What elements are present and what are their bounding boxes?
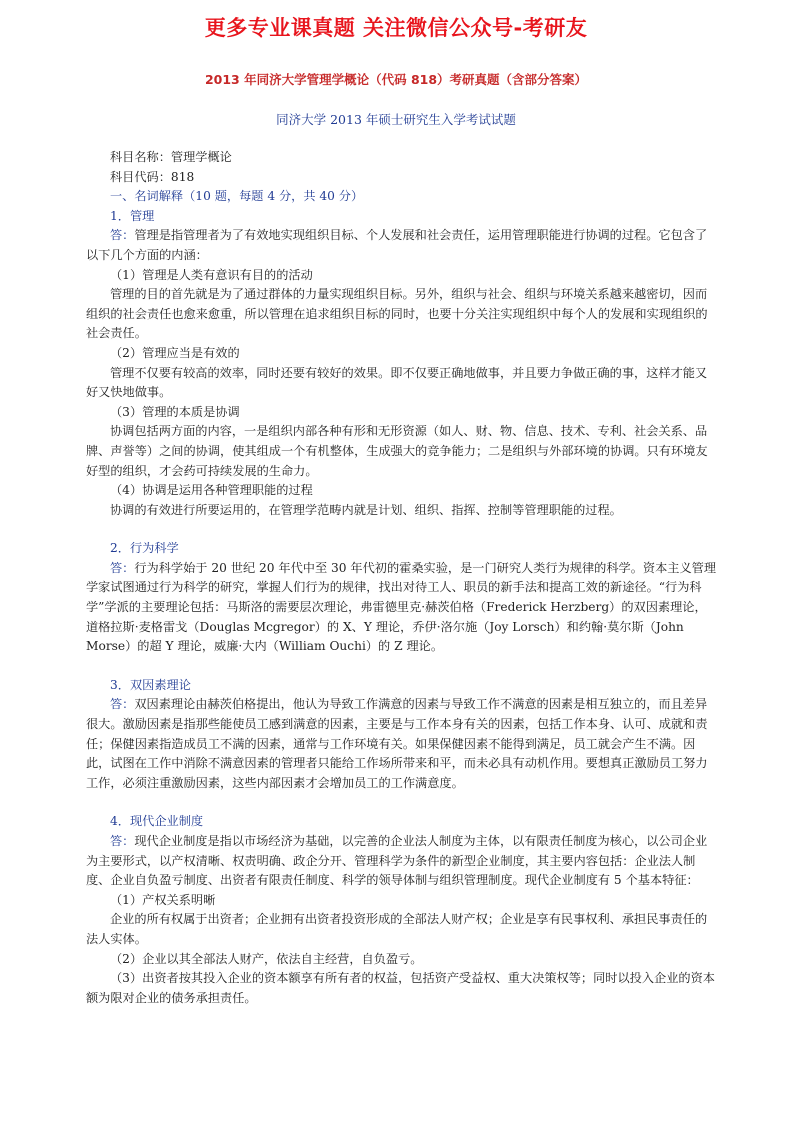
point-text: （2）企业以其全部法人财产，依法自主经营，自负盈亏。 [110,951,423,966]
question-title: 2．行为科学 [110,541,179,556]
answer-label: 答： [110,834,135,848]
point-text: （3）出资者按其投入企业的资本额享有所有者的权益，包括资产受益权、重大决策权等；同时以投入企业的资本额为限对企业的债务承担责任。 [86,971,715,1005]
point-text: 协调包括两方面的内容，一是组织内部各种有形和无形资源（如人、财、物、信息、技术、专利、社会关系、品牌、声誉等）之间的协调，使其组成一个有机整体，生成强大的竞争能力；二是组织与外部环境的协调。只有环境友好型的组织，才会药可持续发展的生命力。 [86,424,708,478]
answer-paragraph [86,832,718,891]
subject-name: 科目名称：管理学概论 [110,150,232,164]
question-title: 4．现代企业制度 [110,814,204,829]
answer-text: 现代企业制度是指以市场经济为基础，以完善的企业法人制度为主体，以有限责任制度为核心，以公司企业为主要形式，以产权清晰、权责明确、政企分开、管理科学为条件的新型企业制度，其主要内容包括：企业法人制度、企业自负盈亏制度、出资者有限责任制度、科学的领导体制与组织管理制度。现代企业制度有 5 个基本特征： [86,834,708,888]
point-title: （2）管理应当是有效的 [110,345,240,360]
spacer [86,793,718,812]
spacer [86,520,718,539]
point-text: 企业的所有权属于出资者；企业拥有出资者投资形成的全部法人财产权；企业是享有民事权利、承担民事责任的法人实体。 [86,912,708,946]
promo-banner: 更多专业课真题 关注微信公众号-考研友 [204,16,588,40]
point-title: （4）协调是运用各种管理职能的过程 [110,483,313,498]
answer-text: 行为科学始于 20 世纪 20 年代中至 30 年代初的霍桑实验，是一门研究人类行为规律的科学。资本主义管理学家试图通过行为科学的研究，掌握人们行为的规律，找出对待工人、职员的新手法和提高工效的新途径。“行为科学”学派的主要理论包括：马斯洛的需要层次理论，弗雷德里克·赫茨伯格（Frederick Herzberg）的双因素理论，道格拉斯·麦格雷戈（Douglas Mcgregor）的 X、Y 理论，乔伊·洛尔施（Joy Lorsch）和约翰·莫尔斯（John Morse）的超 Y 理论，威廉·大内（William Ouchi）的 Z 理论。 [86,560,717,654]
document-title: 2013 年同济大学管理学概论（代码 818）考研真题（含部分答案） [204,72,588,87]
question-title: 1．管理 [110,208,155,223]
question-title: 3．双因素理论 [110,677,191,692]
answer-text: 管理是指管理者为了有效地实现组织目标、个人发展和社会责任，运用管理职能进行协调的过程。它包含了以下几个方面的内涵： [86,228,708,262]
answer-label: 答： [110,560,135,575]
exam-title: 同济大学 2013 年硕士研究生入学考试试题 [276,112,516,127]
point-title: （3）管理的本质是协调 [110,404,240,419]
point-title: （1）产权关系明晰 [110,892,216,907]
answer-paragraph [86,226,718,265]
answer-label: 答： [110,228,135,243]
spacer [86,657,718,676]
point-text: 协调的有效进行所要运用的，在管理学范畴内就是计划、组织、指挥、控制等管理职能的过程。 [110,502,622,517]
answer-text: 双因素理论由赫茨伯格提出，他认为导致工作满意的因素与导致工作不满意的因素是相互独立的，而且差异很大。激励因素是指那些能使员工感到满意的因素，主要是与工作本身有关的因素，包括工作本身、认可、成就和责任；保健因素指造成员工不满的因素，通常与工作环境有关。如果保健因素不能得到满足，员工就会产生不满。因此，试图在工作中消除不满意因素的管理者只能给工作场所带来和平，而未必具有动机作用。要想真正激励员工努力工作，必须注重激励因素，这些内部因素才会增加员工的工作满意度。 [86,697,708,790]
answer-label: 答： [110,697,135,712]
subject-code: 科目代码：818 [110,169,195,184]
point-text: 管理不仅要有较高的效率，同时还要有较好的效果。即不仅要正确地做事，并且要力争做正确的事，这样才能又好又快地做事。 [86,365,708,400]
point-text: 管理的目的首先就是为了通过群体的力量实现组织目标。另外，组织与社会、组织与环境关系越来越密切，因而组织的社会责任也愈来愈重，所以管理在追求组织目标的同时，也要十分关注实现组织中每个人的发展和实现组织的社会责任。 [86,287,708,341]
section-heading: 一、名词解释（10 题，每题 4 分，共 40 分） [110,189,364,204]
document-body [86,148,718,1008]
answer-paragraph [86,695,718,793]
point-title: （1）管理是人类有意识有目的的活动 [110,267,313,282]
answer-paragraph [86,559,718,657]
